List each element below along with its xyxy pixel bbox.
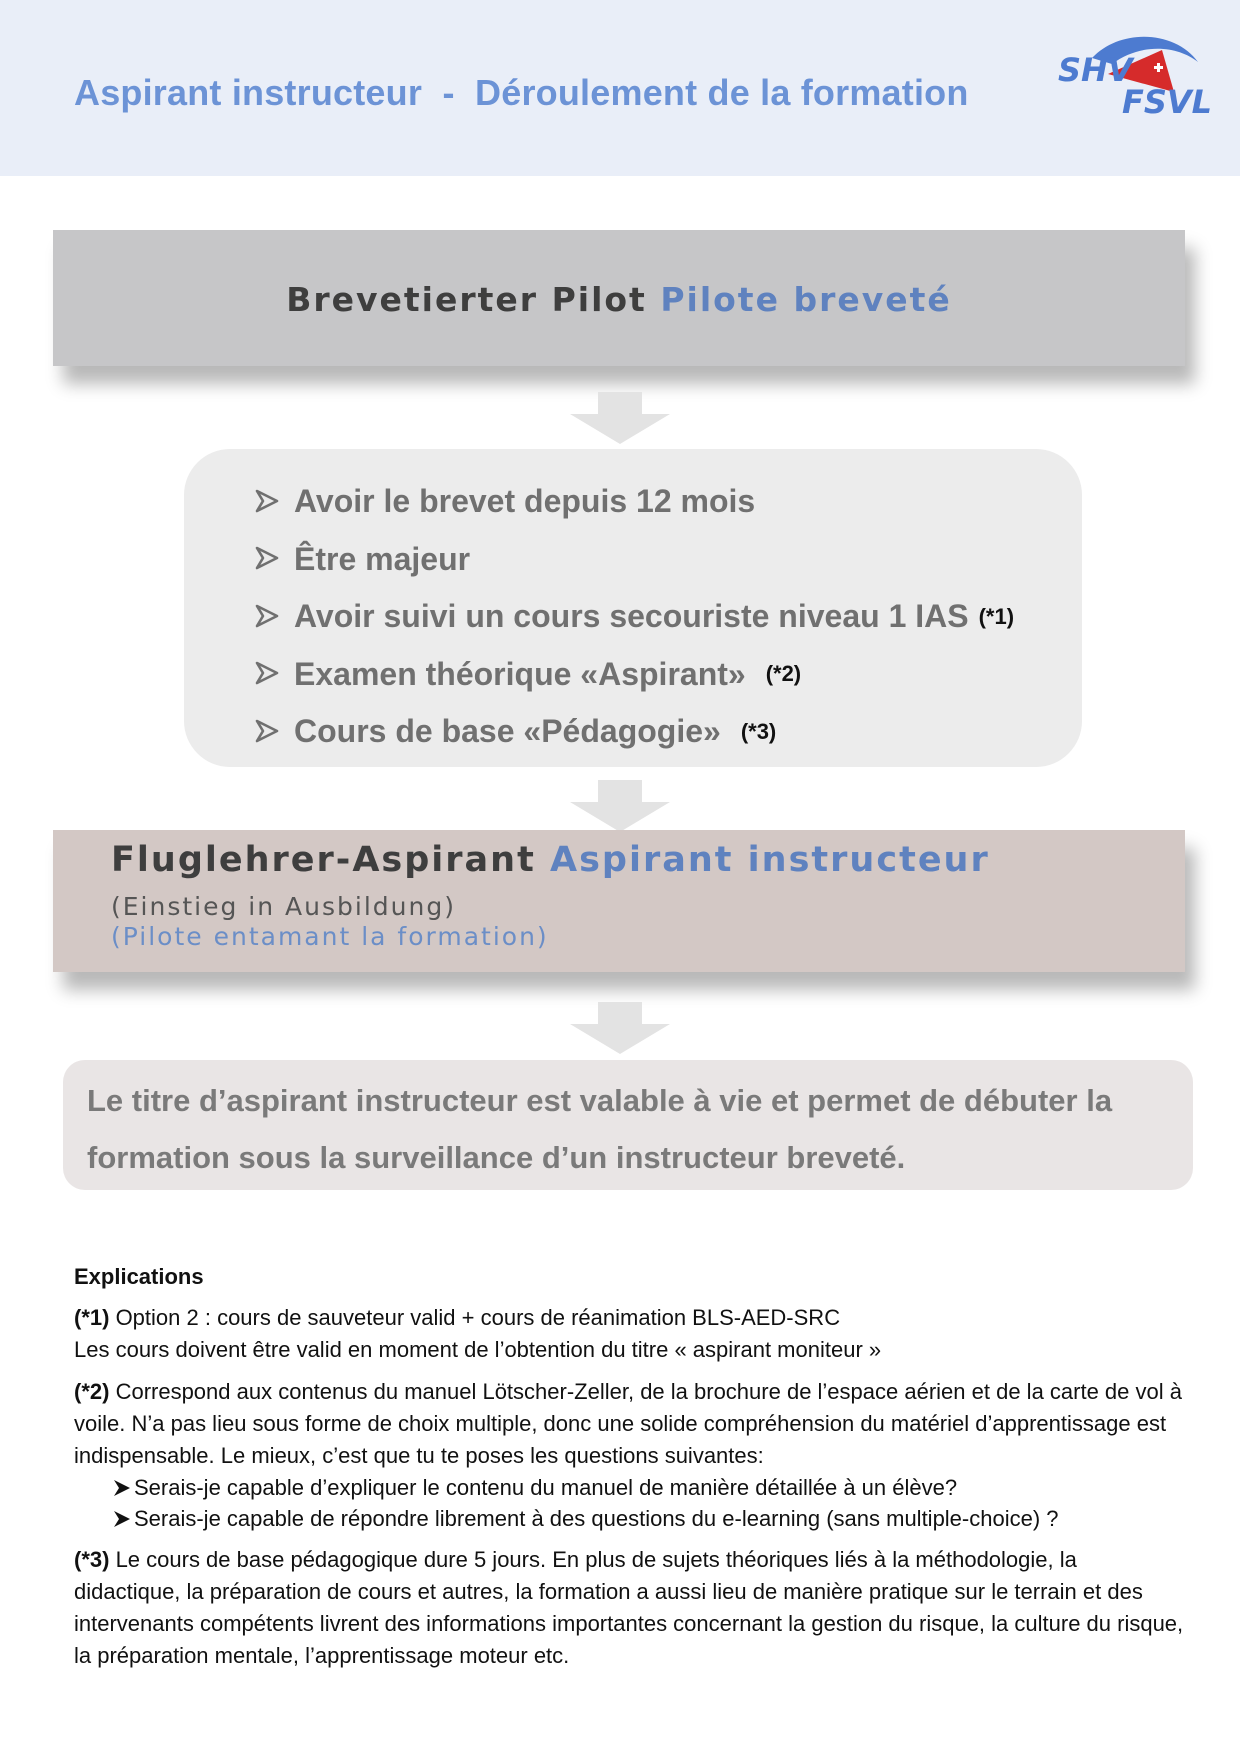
arrow-bullet-icon: [112, 1478, 132, 1498]
logo-text-shv: SHV: [1058, 51, 1133, 89]
chevron-right-icon: [254, 718, 284, 746]
validity-panel: [63, 1060, 1193, 1190]
note-1-line-2: Les cours doivent être valid en moment de l’obtention du titre « aspirant moniteur »: [74, 1337, 882, 1362]
requirement-text: Examen théorique «Aspirant»: [294, 655, 746, 692]
licensed-pilot-fr: Pilote breveté: [660, 280, 952, 319]
aspirant-fr: Aspirant instructeur: [550, 840, 990, 880]
note-1-line-1: Option 2 : cours de sauveteur valid + cours de réanimation BLS-AED-SRC: [109, 1305, 841, 1330]
requirement-text: Avoir suivi un cours secouriste niveau 1 IAS: [294, 598, 969, 635]
requirement-text: Cours de base «Pédagogie»: [294, 713, 721, 750]
note-3-tag: (*3): [74, 1547, 110, 1572]
note-3-text: Le cours de base pédagogique dure 5 jours. En plus de sujets théoriques liés à la méthodologie, la didactique, la préparation de cours et autres, la formation a aussi lieu de manière pratique sur le terrain et des intervenants compétents livrent des informations importantes concernant la gestion du risque, la culture du risque, la préparation mentale, l’apprentissage moteur etc.: [74, 1547, 1184, 1668]
footnote-ref: (*1): [978, 603, 1015, 629]
list-item: [112, 1472, 1184, 1503]
shv-fsvl-logo: [1050, 28, 1220, 128]
question-text: Serais-je capable de répondre librement à des questions du e-learning (sans multiple-choice) ?: [134, 1506, 1059, 1531]
aspirant-instructor-box: [53, 830, 1185, 972]
chevron-right-icon: [254, 660, 284, 688]
note-2-text: Correspond aux contenus du manuel Lötscher-Zeller, de la brochure de l’espace aérien et de la carte de vol à voile. N’a pas lieu sous forme de choix multiple, donc une solide compréhension du matériel d’apprentissage est indispensable. Le mieux, c’est que tu te poses les questions suivantes:: [74, 1379, 1182, 1468]
question-list: [74, 1472, 1184, 1534]
page-title: Aspirant instructeur - Déroulement de la formation: [74, 72, 969, 113]
page-header: [0, 0, 1240, 176]
chevron-right-icon: [254, 488, 284, 516]
footnote-ref: (*2): [765, 661, 802, 687]
chevron-right-icon: [254, 603, 284, 631]
arrow-bullet-icon: [112, 1509, 132, 1529]
down-arrow-icon: [570, 392, 670, 444]
list-item: [254, 703, 1014, 761]
list-item: [254, 588, 1014, 646]
validity-text: Le titre d’aspirant instructeur est valable à vie et permet de débuter la formation sous la surveillance d’un instructeur breveté.: [87, 1083, 1113, 1175]
note-3: [74, 1544, 1184, 1672]
question-text: Serais-je capable d’expliquer le contenu du manuel de manière détaillée à un élève?: [134, 1475, 958, 1500]
note-1: [74, 1302, 1184, 1366]
logo-text-fsvl: FSVL: [1122, 83, 1213, 121]
aspirant-sub-de: (Einstieg in Ausbildung): [111, 892, 456, 921]
requirement-text: Être majeur: [294, 540, 471, 577]
list-item: [254, 531, 1014, 589]
chevron-right-icon: [254, 545, 284, 573]
requirement-text: Avoir le brevet depuis 12 mois: [294, 483, 756, 520]
footnote-ref: (*3): [740, 718, 777, 744]
aspirant-sub-fr: (Pilote entamant la formation): [111, 922, 549, 951]
note-1-tag: (*1): [74, 1305, 110, 1330]
list-item: [112, 1503, 1184, 1534]
aspirant-de: Fluglehrer-Aspirant: [111, 840, 536, 880]
list-item: [254, 646, 1014, 704]
note-2: [74, 1376, 1184, 1472]
licensed-pilot-de: Brevetierter Pilot: [286, 280, 647, 319]
note-2-tag: (*2): [74, 1379, 110, 1404]
licensed-pilot-box: [53, 230, 1185, 366]
explanations-section: [74, 1264, 1184, 1682]
requirements-panel: [184, 449, 1082, 767]
explanations-heading: Explications: [74, 1264, 204, 1289]
list-item: [254, 473, 1014, 531]
down-arrow-icon: [570, 1002, 670, 1054]
down-arrow-icon: [570, 780, 670, 832]
